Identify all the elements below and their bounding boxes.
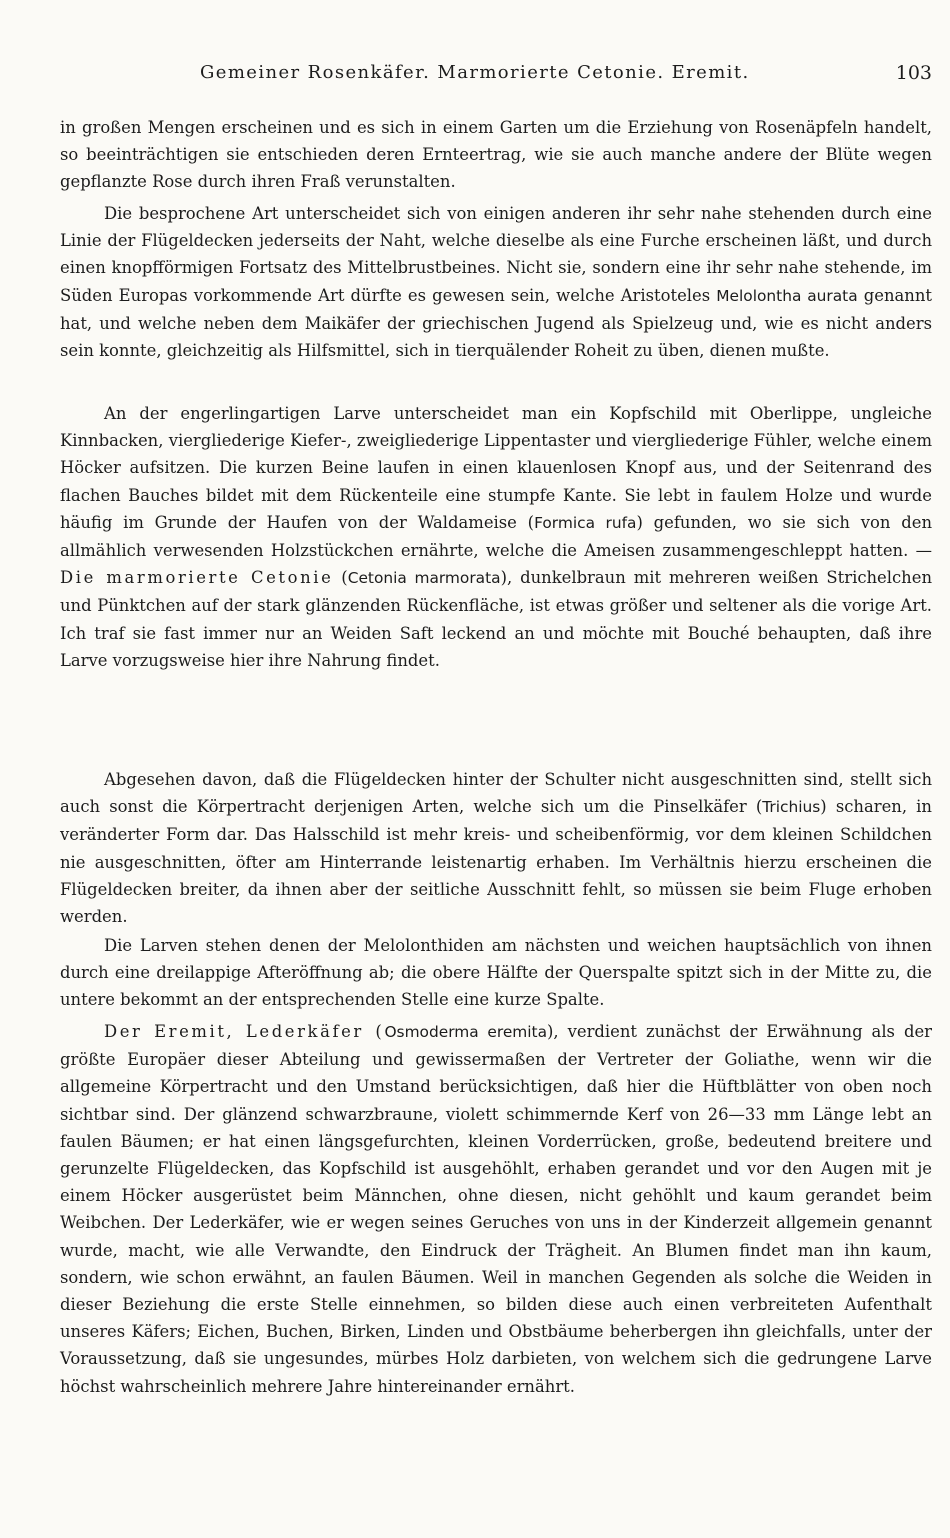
text-run: Die besprochene Art unterscheidet sich von einigen anderen ihr sehr nahe stehenden durch eine Linie der Flügeldecken jederseits der Naht, welche dieselbe als eine Furche erscheinen läßt, und durch einen knopfförmigen Fortsatz des Mittelbrustbeines. Nicht sie, sondern eine ihr sehr nahe stehende, im Süden Europas vorkommende Art dürfte es gewesen sein, welche Aristoteles xyxy=(60,204,932,305)
latin-species-name: Melolontha aurata xyxy=(716,286,858,305)
running-head: Gemeiner Rosenkäfer. Marmorierte Cetonie. Eremit. xyxy=(200,62,750,83)
text-run: Die Larven stehen denen der Melolonthiden am nächsten und weichen hauptsächlich von ihnen durch eine dreilappige Afteröffnung ab; die obere Hälfte der Querspalte spitzt sich in der Mitte zu, die untere bekommt an der entsprechenden Stelle eine kurze Spalte. xyxy=(60,936,932,1010)
text-run: ), verdient zunächst der Erwähnung als der größte Europäer dieser Abteilung und gewissermaßen der Vertreter der Goliathe, wenn wir die allgemeine Körpertracht und den Umstand berücksichtigen, daß hier die Hüftblätter von oben noch sichtbar sind. Der glänzend schwarzbraune, violett schimmernde Kerf von 26—33 mm Länge lebt an faulen Bäumen; er hat einen längsgefurchten, kleinen Vorderrücken, große, bedeutend breitere und gerunzelte Flügeldecken, das Kopfschild ist ausgehöhlt, erhaben gerandet und vor den Augen mit je einem Höcker ausgerüstet beim Männchen, ohne diesen, nicht gehöhlt und kaum gerandet beim Weibchen. Der Lederkäfer, wie er wegen seines Geruches von uns in der Kinderzeit allgemein genannt wurde, macht, wie alle Verwandte, den Eindruck der Trägheit. An Blumen findet man ihn kaum, sondern, wie schon erwähnt, an faulen Bäumen. Weil in manchen Gegenden als solche die Weiden in dieser Beziehung die erste Stelle einnehmen, so bilden diese auch einen verbreiteten Aufenthalt unseres Käfers; Eichen, Buchen, Birken, Linden und Obstbäume beherbergen ihn gleichfalls, unter der Voraussetzung, daß sie ungesundes, mürbes Holz darbieten, von welchem sich die gedrungene Larve höchst wahrscheinlich mehrere Jahre hintereinander ernährt. xyxy=(60,1022,932,1396)
page-number: 103 xyxy=(895,62,932,84)
text-run: ), dunkelbraun mit mehreren weißen Strichelchen und Pünktchen auf der stark glänzenden Rückenfläche, ist etwas größer und seltener als die vorige Art. Ich traf sie fast immer nur an Weiden Saft leckend an und möchte mit Bouché behaupten, daß ihre Larve vorzugsweise hier ihre Nahrung findet. xyxy=(60,568,932,670)
text-run: An der engerlingartigen Larve unterscheidet man ein Kopfschild mit Oberlippe, ungleiche Kinnbacken, viergliederige Kiefer-, zweigliederige Lippentaster und viergliederige Fühler, welche einem Höcker aufsitzen. Die kurzen Beine laufen in einen klauenlosen Knopf aus, und der Seitenrand des flachen Bauches bildet mit dem Rückenteile eine stumpfe Kante. Sie lebt in faulem Holze und wurde häufig im Grunde der Haufen von der Waldameise ( xyxy=(60,404,932,532)
text-run: ( xyxy=(333,568,348,588)
latin-species-name: Osmoderma eremita xyxy=(384,1023,548,1041)
paragraph-1 xyxy=(60,114,932,196)
paragraph-6 xyxy=(60,1018,932,1400)
page-header xyxy=(60,62,932,90)
latin-species-name: Formica rufa xyxy=(534,513,637,532)
species-heading: Der Eremit, Lederkäfer ( xyxy=(104,1022,385,1041)
text-run: Abgesehen davon, daß die Flügeldecken hinter der Schulter nicht ausgeschnitten sind, stellt sich auch sonst die Körpertracht derjenigen Arten, welche sich um die Pinselkäfer ( xyxy=(60,770,932,817)
paragraph-3 xyxy=(60,400,932,674)
book-page xyxy=(60,0,932,1538)
latin-species-name: Cetonia marmorata xyxy=(347,569,501,588)
species-heading: Die marmorierte Cetonie xyxy=(60,568,334,588)
text-run: ) scharen, in veränderter Form dar. Das Halsschild ist mehr kreis- und scheibenförmig, vor dem kleinen Schildchen nie ausgeschnitten, öfter am Hinterrande leistenartig erhaben. Im Verhältnis hierzu erscheinen die Flügeldecken breiter, da ihnen aber der seitliche Ausschnitt fehlt, so müssen sie beim Fluge erhoben werden. xyxy=(60,797,932,927)
paragraph-5 xyxy=(60,932,932,1014)
text-run: in großen Mengen erscheinen und es sich in einem Garten um die Erziehung von Rosenäpfeln handelt, so beeinträchtigen sie entschieden deren Ernteertrag, wie sie auch manche andere der Blüte wegen gepflanzte Rose durch ihren Fraß verunstalten. xyxy=(60,118,932,192)
paragraph-4 xyxy=(60,766,932,930)
text-run: genannt hat, und welche neben dem Maikäfer der griechischen Jugend als Spielzeug und, wie es nicht anders sein konnte, gleichzeitig als Hilfsmittel, sich in tierquälender Roheit zu üben, dienen mußte. xyxy=(60,285,932,361)
latin-genus-name: Trichius xyxy=(762,798,821,817)
paragraph-2 xyxy=(60,200,932,364)
text-run: ) gefunden, wo sie sich von den allmählich verwesenden Holzstückchen ernährte, welche die Ameisen zusammengeschleppt hatten. — xyxy=(60,512,933,561)
